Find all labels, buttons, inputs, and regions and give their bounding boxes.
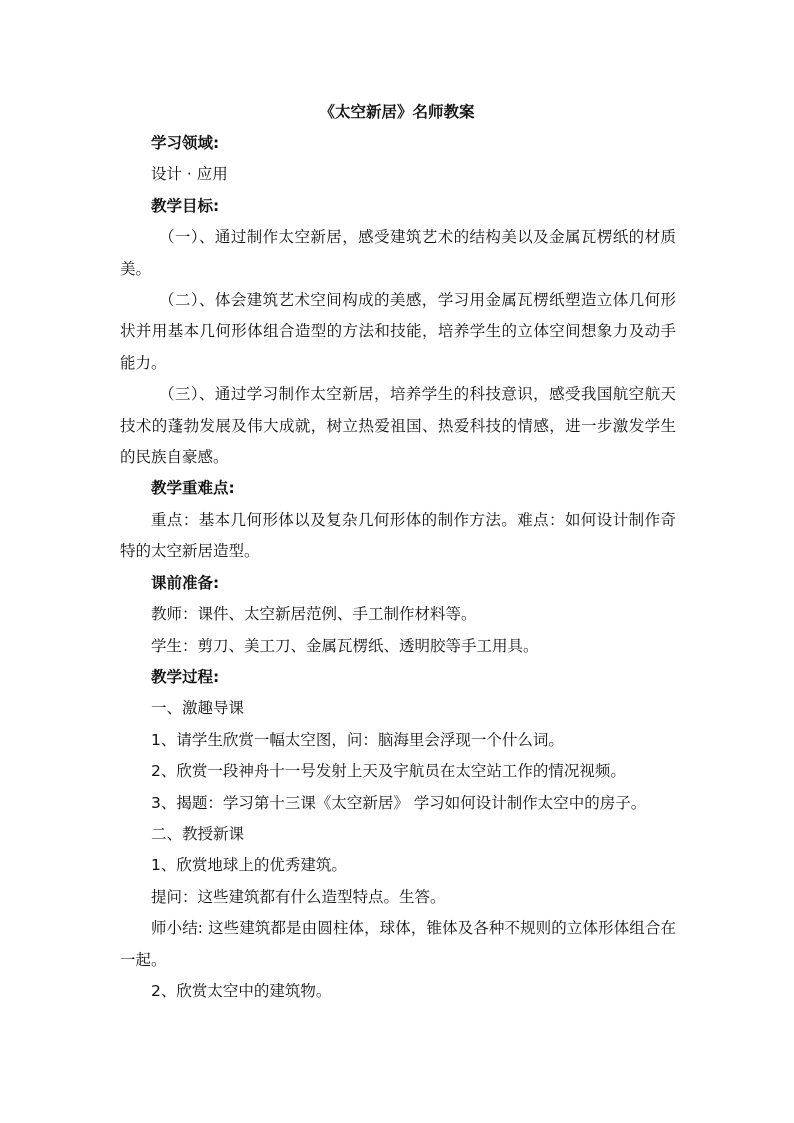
process-part2-title: 二、教授新课	[151, 824, 245, 843]
domain-text: 设计 · 应用	[151, 165, 228, 184]
document-body	[120, 128, 676, 1007]
process-part1-step-3: 3、揭题：学习第十三课《太空新居》 学习如何设计制作太空中的房子。	[151, 793, 647, 812]
process-part1-step-1: 1、请学生欣赏一幅太空图，问：脑海里会浮现一个什么词。	[151, 730, 564, 749]
process-part2-step-4: 2、欣赏太空中的建筑物。	[151, 981, 332, 1000]
goal-item-2: （二）、体会建筑艺术空间构成的美感，学习用金属瓦楞纸塑造立体几何形状并用基本几何形体组合造型的方法和技能，培养学生的立体空间想象力及动手能力。	[120, 291, 676, 372]
process-part1-step-2: 2、欣赏一段神舟十一号发射上天及宇航员在太空站工作的情况视频。	[151, 762, 626, 781]
preparation-teacher: 教师：课件、太空新居范例、手工制作材料等。	[151, 605, 477, 624]
preparation-student: 学生：剪刀、美工刀、金属瓦楞纸、透明胶等手工用具。	[151, 636, 539, 655]
section-heading-goals: 教学目标:	[151, 196, 220, 215]
section-heading-domain: 学习领域:	[151, 134, 220, 152]
section-heading-process: 教学过程:	[151, 667, 220, 686]
process-part1-title: 一、激趣导课	[151, 699, 245, 718]
goal-item-1: （一）、通过制作太空新居，感受建筑艺术的结构美以及金属瓦楞纸的材质美。	[120, 228, 676, 278]
document-title: 《太空新居》名师教案	[319, 103, 475, 121]
process-part2-step-2: 提问：这些建筑都有什么造型特点。生答。	[151, 887, 446, 906]
section-heading-key-points: 教学重难点:	[151, 479, 235, 498]
goal-item-3: （三）、通过学习制作太空新居，培养学生的科技意识，感受我国航空航天技术的蓬勃发展及伟大成就，树立热爱祖国、热爱科技的情感，进一步激发学生的民族自豪感。	[120, 385, 676, 467]
section-heading-preparation: 课前准备:	[151, 573, 220, 592]
process-part2-step-3: 师小结: 这些建筑都是由圆柱体，球体，锥体及各种不规则的立体形体组合在一起。	[120, 919, 676, 969]
process-part2-step-1: 1、欣赏地球上的优秀建筑。	[151, 856, 347, 875]
key-points-text: 重点：基本几何形体以及复杂几何形体的制作方法。难点：如何设计制作奇特的太空新居造型。	[120, 510, 676, 561]
